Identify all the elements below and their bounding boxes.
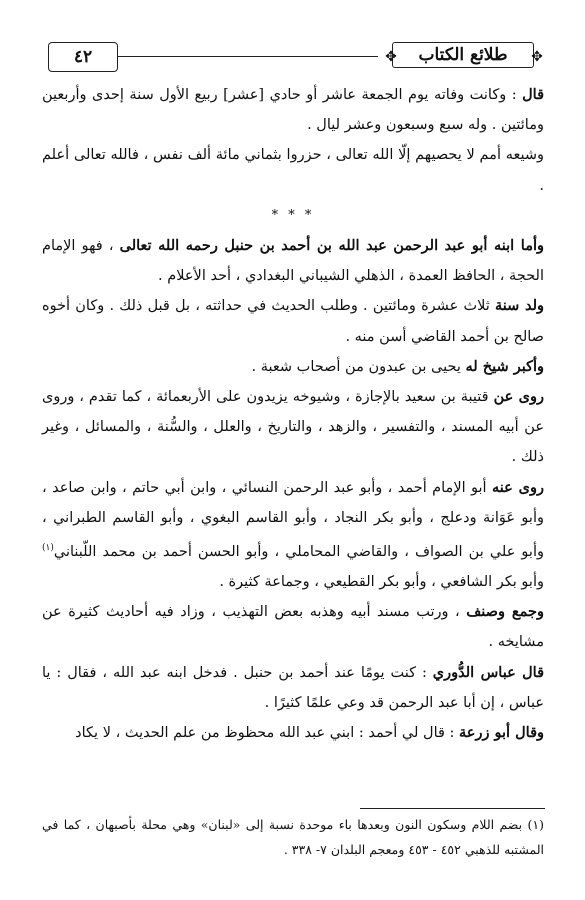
paragraph-text: : وكانت وفاته يوم الجمعة عاشر أو حادي [عشر] ربيع الأول سنة إحدى وأربعين ومائتين . وله سبع وسبعون وعشر ليال . [42,87,544,134]
paragraph [42,231,544,291]
paragraph-text: ثلاث عشرة ومائتين . وطلب الحديث في حداثته ، بل قبل ذلك . وكان أخوه صالح بن أحمد القاضي أسن منه . [42,298,544,345]
paragraph: وشيعه أمم لا يحصيهم إلّا الله تعالى ، حزروا بثماني مائة ألف نفس ، فالله تعالى أعلم . [42,147,544,194]
running-title-text: طلائع الكتاب [418,45,508,65]
footnote-reference[interactable]: (١) [42,543,54,554]
paragraph [42,382,544,473]
footnote-rule [360,808,545,809]
paragraph-label: وقال أبو زرعة [459,724,544,742]
paragraph-text: وأبو بكر الشافعي ، وأبو بكر القطيعي ، وجماعة كثيرة . [219,574,544,591]
paragraph [42,291,544,351]
paragraph-label: روى عن [493,388,545,406]
paragraph-label: قال عباس الدُّوري [432,663,544,681]
paragraph [42,473,544,598]
footnote [42,812,544,862]
paragraph-label: وأكبر شيخ له [465,357,544,375]
paragraph-label: قال [522,86,544,103]
paragraph-text: يحيى بن عبدون من أصحاب شعبة . [251,358,461,375]
paragraph [42,718,544,748]
footnote-text: (١) بضم اللام وسكون النون وبعدها باء موحدة نسبة إلى «لبنان» وهي محلة بأصبهان ، كما في المشتبه للذهبي ٤٥٢ - ٤٥٣ ومعجم البلدان ٧- ٣٣٨ . [42,817,544,857]
main-text [42,80,544,748]
running-title [378,38,548,72]
paragraph-text: قتيبة بن سعيد بالإجازة ، وشيوخه يزيدون على الأربعمائة ، كما تقدم ، وروى عن أبيه المسند ، والتفسير ، والزهد ، والتاريخ ، والعلل ، والسُّنة ، والمسائل ، وغير ذلك . [42,389,544,466]
section-separator: * * * [271,207,315,223]
paragraph [42,80,544,140]
page-header [48,36,568,78]
paragraph-text: ، فهو الإمام الحجة ، الحافظ العمدة ، الذهلي الشيباني البغدادي ، أحد الأعلام . [42,238,544,285]
paragraph [42,352,544,382]
paragraph-label: وأما ابنه أبو عبد الرحمن عبد الله بن أحمد بن حنبل رحمه الله تعالى [119,237,544,255]
ornament-icon: ✥ [531,49,543,65]
paragraph-label: وجمع وصنف [466,603,544,621]
paragraph-text: ، ورتب مسند أبيه وهذبه بعض التهذيب ، وزاد فيه أحاديث كثيرة عن مشايخه . [42,604,544,651]
paragraph [42,597,544,657]
paragraph-text: أبو الإمام أحمد ، وأبو عبد الرحمن النسائي ، وابن أبي حاتم ، وابن صاعد ، وأبو عَوَانة ودعلج ، وأبو بكر النجاد ، وأبو القاسم البغوي ، وأبو القاسم الطبراني ، وأبو علي بن الصواف ، والقاضي المحاملي ، وأبو الحسن أحمد بن محمد اللّبناني [42,479,544,560]
paragraph-label: ولد سنة [495,297,544,315]
paragraph-text: : كنت يومًا عند أحمد بن حنبل . فدخل ابنه عبد الله ، فقال : يا عباس ، إن أبا عبد الرحمن قد وعي علمًا كثيرًا . [42,664,544,711]
ornament-icon: ✥ [385,49,397,65]
paragraph-text: : قال لي أحمد : ابني عبد الله محظوظ من علم الحديث ، لا يكاد [75,725,455,742]
paragraph [42,658,544,718]
page-number: ٤٢ [48,42,118,72]
paragraph-label: روى عنه [492,478,545,496]
